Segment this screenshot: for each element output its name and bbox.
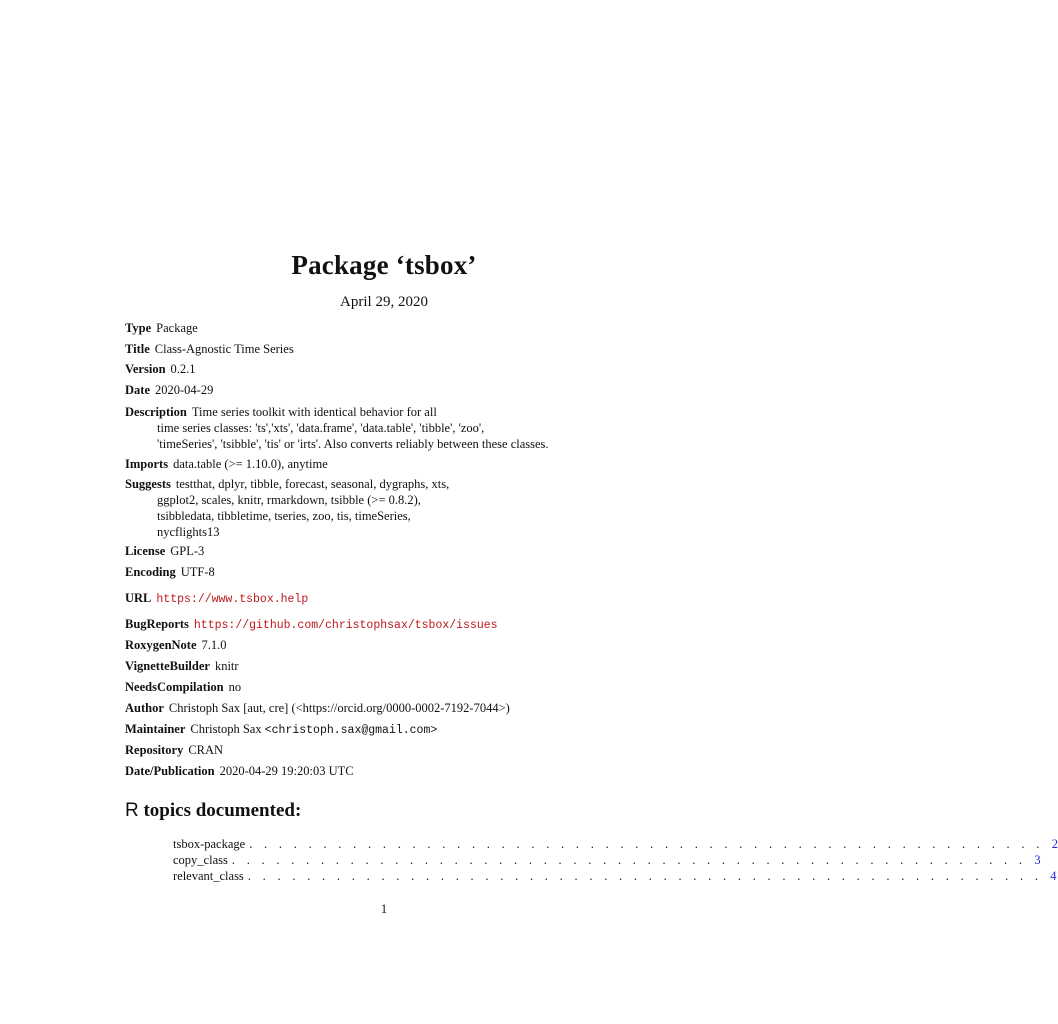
field-value-continuation: time series classes: 'ts','xts', 'data.frame', 'data.table', 'tibble', 'zoo', <box>157 421 485 435</box>
field-description <box>125 404 645 452</box>
field-key: Maintainer <box>125 722 186 736</box>
toc-entry[interactable] <box>173 836 1058 852</box>
field-value: 2020-04-29 <box>155 383 214 397</box>
field-key: Date <box>125 383 150 397</box>
field-key: Imports <box>125 457 169 471</box>
field-value: Christoph Sax [aut, cre] (<https://orcid.org/0000-0002-7192-7044>) <box>168 701 510 715</box>
toc-heading <box>125 800 301 822</box>
field-bugreports <box>125 616 645 634</box>
field-key: Encoding <box>125 565 176 579</box>
field-author <box>125 700 645 716</box>
toc-leader-dots: . . . . . . . . . . . . . . . . . . . . . . . . . . . . . . . . . . . . . . . . . . . . . . . . . . . . . . <box>249 837 1044 851</box>
field-vignettebuilder <box>125 658 645 674</box>
field-date-publication <box>125 763 645 779</box>
field-key: Author <box>125 701 164 715</box>
field-repository <box>125 742 645 758</box>
field-type <box>125 320 645 336</box>
field-value-continuation: ggplot2, scales, knitr, rmarkdown, tsibble (>= 0.8.2), <box>157 493 421 507</box>
field-version <box>125 361 645 377</box>
field-roxygennote <box>125 637 645 653</box>
field-value: knitr <box>214 659 239 673</box>
field-value: Package <box>156 321 198 335</box>
toc-page-link[interactable]: 2 <box>1051 837 1058 851</box>
field-value-continuation: 'timeSeries', 'tsibble', 'tis' or 'irts'. Also converts reliably between these classes. <box>157 437 549 451</box>
toc-heading-text: topics documented: <box>138 800 302 821</box>
bugreports-link[interactable]: https://github.com/christophsax/tsbox/issues <box>193 619 498 632</box>
toc-page-link[interactable]: 4 <box>1050 869 1057 883</box>
field-url <box>125 590 645 608</box>
field-key: VignetteBuilder <box>125 659 210 673</box>
field-key: Description <box>125 405 187 419</box>
toc-entry[interactable] <box>173 852 1041 868</box>
field-value-continuation: tsibbledata, tibbletime, tseries, zoo, tis, timeSeries, <box>157 509 411 523</box>
package-date: April 29, 2020 <box>340 294 428 310</box>
field-key: RoxygenNote <box>125 638 197 652</box>
field-value: GPL-3 <box>170 544 205 558</box>
field-key: URL <box>125 591 152 605</box>
field-title <box>125 341 645 357</box>
field-maintainer <box>125 721 645 739</box>
toc-entry-name[interactable]: relevant_class <box>173 869 244 883</box>
toc-entry-name[interactable]: copy_class <box>173 853 228 867</box>
field-suggests <box>125 476 645 540</box>
field-license <box>125 543 645 559</box>
field-key: Suggests <box>125 477 171 491</box>
field-key: BugReports <box>125 617 189 631</box>
url-link[interactable]: https://www.tsbox.help <box>156 593 309 606</box>
field-key: NeedsCompilation <box>125 680 224 694</box>
field-needscompilation <box>125 679 645 695</box>
field-value: 2020-04-29 19:20:03 UTC <box>219 764 354 778</box>
page-number: 1 <box>380 902 388 916</box>
field-value: Class-Agnostic Time Series <box>154 342 294 356</box>
field-key: Date/Publication <box>125 764 215 778</box>
field-key: Repository <box>125 743 184 757</box>
toc-page-link[interactable]: 3 <box>1034 853 1041 867</box>
field-encoding <box>125 564 645 580</box>
field-value: no <box>228 680 242 694</box>
field-key: Type <box>125 321 152 335</box>
field-date <box>125 382 645 398</box>
package-title: Package ‘tsbox’ <box>291 250 477 280</box>
field-value: Time series toolkit with identical behavior for all <box>191 405 437 419</box>
field-imports <box>125 456 645 472</box>
field-value: testthat, dplyr, tibble, forecast, seasonal, dygraphs, xts, <box>175 477 450 491</box>
toc-leader-dots: . . . . . . . . . . . . . . . . . . . . . . . . . . . . . . . . . . . . . . . . . . . . . . . . . . . . . . <box>247 869 1043 883</box>
field-value-continuation: nycflights13 <box>157 525 220 539</box>
field-value: 7.1.0 <box>201 638 227 652</box>
field-key: Title <box>125 342 150 356</box>
field-key: Version <box>125 362 166 376</box>
field-key: License <box>125 544 166 558</box>
toc-entry[interactable] <box>173 868 1057 884</box>
field-value: UTF-8 <box>180 565 215 579</box>
field-value: data.table (>= 1.10.0), anytime <box>173 457 328 471</box>
field-value: CRAN <box>188 743 224 757</box>
toc-heading-r: R <box>125 800 139 821</box>
toc-entry-name[interactable]: tsbox-package <box>173 837 246 851</box>
maintainer-email: <christoph.sax@gmail.com> <box>264 724 438 737</box>
field-value: 0.2.1 <box>170 362 196 376</box>
field-value: Christoph Sax <box>190 722 262 736</box>
toc-leader-dots: . . . . . . . . . . . . . . . . . . . . . . . . . . . . . . . . . . . . . . . . . . . . . . . . . . . . . . <box>231 853 1027 867</box>
